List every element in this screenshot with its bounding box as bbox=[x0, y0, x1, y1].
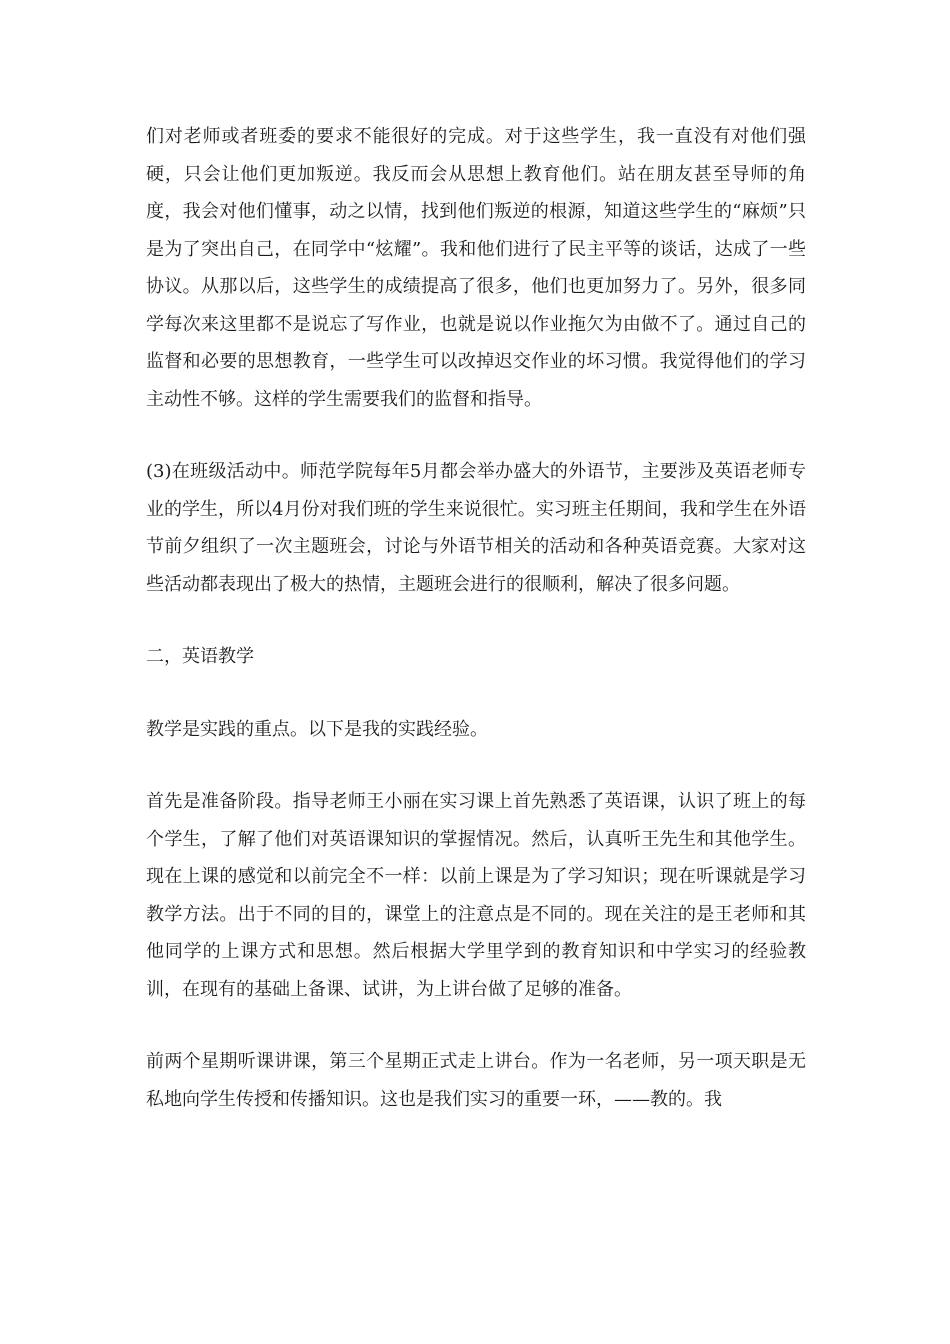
paragraph-preparation-stage: 首先是准备阶段。指导老师王小丽在实习课上首先熟悉了英语课，认识了班上的每个学生，了解了他们对英语课知识的掌握情况。然后，认真听王先生和其他学生。现在上课的感觉和以前完全不一样：以前上课是为了学习知识；现在听课就是学习教学方法。出于不同的目的，课堂上的注意点是不同的。现在关注的是王老师和其他同学的上课方式和思想。然后根据大学里学到的教育知识和中学实习的经验教训，在现有的基础上备课、试讲，为上讲台做了足够的准备。 bbox=[146, 791, 806, 1000]
paragraph-class-activities: (3)在班级活动中。师范学院每年5月都会举办盛大的外语节，主要涉及英语老师专业的学生，所以4月份对我们班的学生来说很忙。实习班主任期间，我和学生在外语节前夕组织了一次主题班会，讨论与外语节相关的活动和各种英语竞赛。大家对这些活动都表现出了极大的热情，主题班会进行的很顺利，解决了很多问题。 bbox=[146, 461, 806, 595]
document-body bbox=[146, 118, 806, 1118]
paragraph-student-guidance: 们对老师或者班委的要求不能很好的完成。对于这些学生，我一直没有对他们强硬，只会让他们更加叛逆。我反而会从思想上教育他们。站在朋友甚至导师的角度，我会对他们懂事，动之以情，找到他们叛逆的根源，知道这些学生的“麻烦”只是为了突出自己，在同学中“炫耀”。我和他们进行了民主平等的谈话，达成了一些协议。从那以后，这些学生的成绩提高了很多，他们也更加努力了。另外，很多同学每次来这里都不是说忘了写作业，也就是说以作业拖欠为由做不了。通过自己的监督和必要的思想教育，一些学生可以改掉迟交作业的坏习惯。我觉得他们的学习主动性不够。这样的学生需要我们的监督和指导。 bbox=[146, 126, 806, 410]
section-heading-english-teaching: 二，英语教学 bbox=[146, 646, 254, 667]
paragraph-teaching-intro: 教学是实践的重点。以下是我的实践经验。 bbox=[146, 718, 488, 740]
paragraph-teaching-practice: 前两个星期听课讲课，第三个星期正式走上讲台。作为一名老师，另一项天职是无私地向学生传授和传播知识。这也是我们实习的重要一环，——教的。我 bbox=[146, 1051, 806, 1110]
